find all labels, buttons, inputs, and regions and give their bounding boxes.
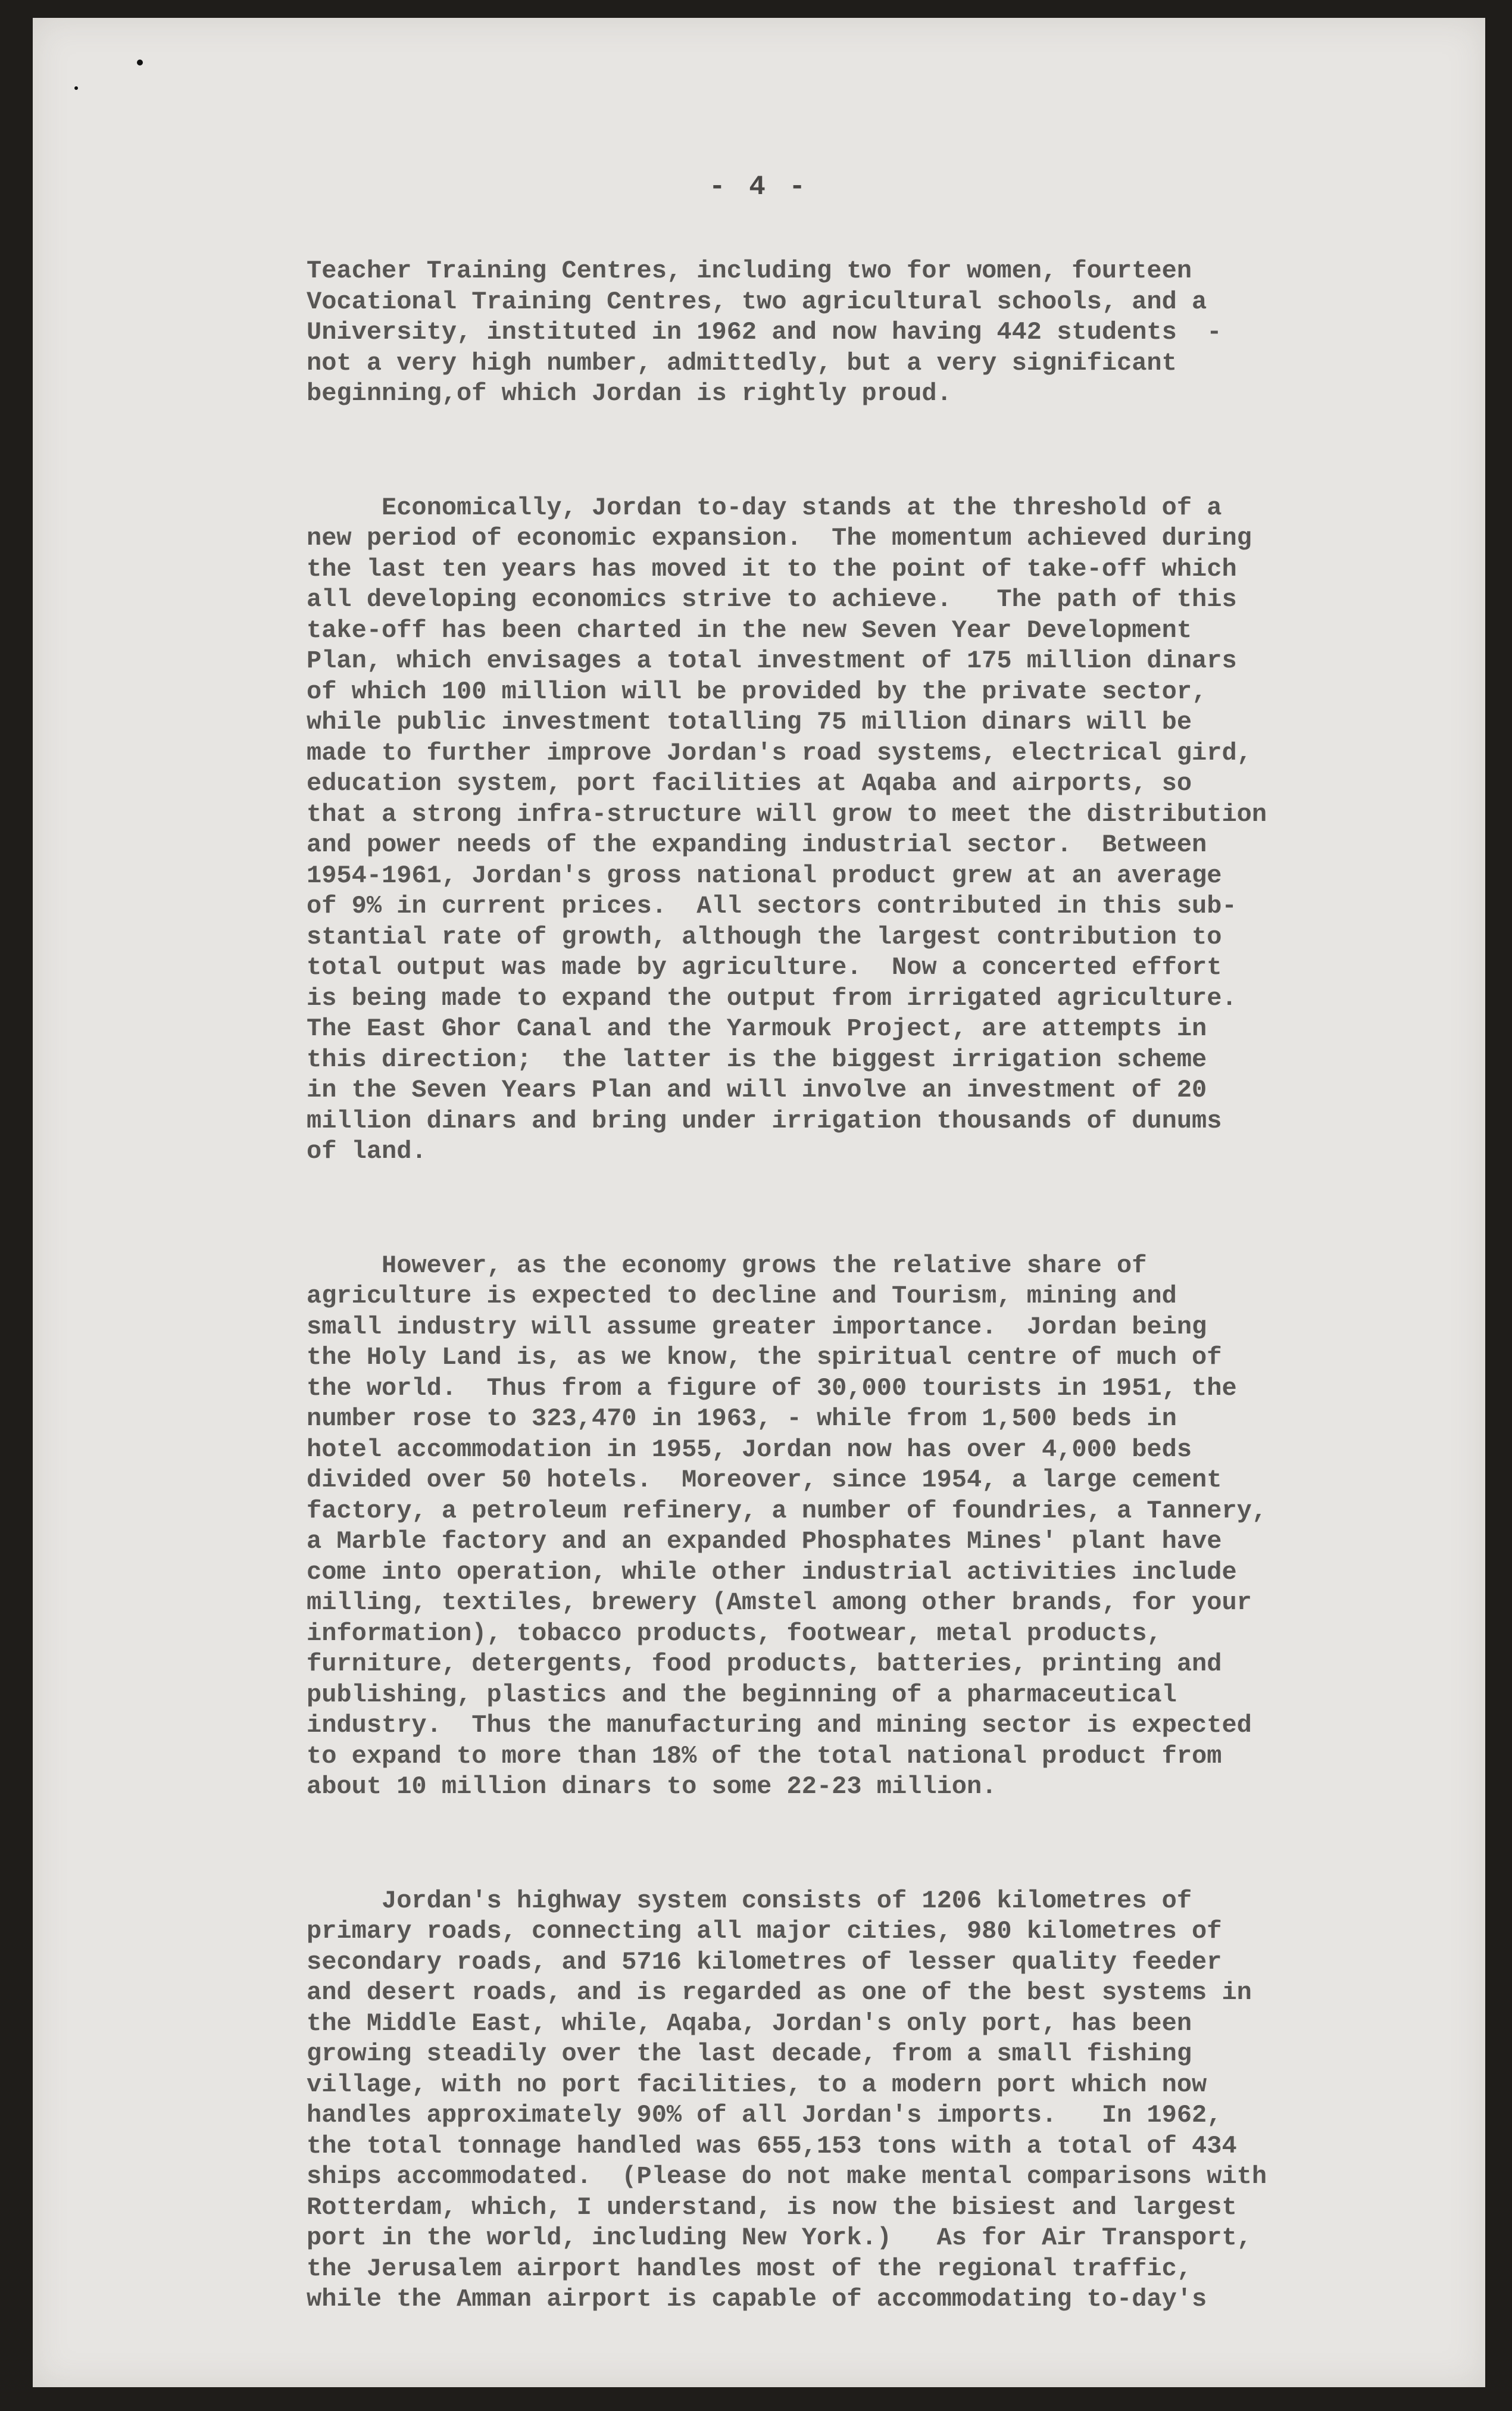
paragraph-economy: Economically, Jordan to-day stands at the threshold of a new period of economic expansion. The momentum achieved during the last ten years has moved it to the point of take-off which all developing economics strive to achieve. The path of this take-off has been charted in the new Seven Year Development Plan, which envisages a total investment of 175 million dinars of which 100 million will be provided by the private sector, while public investment totalling 75 million dinars will be made to further improve Jordan's road systems, electrical gird, education system, port facilities at Aqaba and airports, so that a strong infra-structure will grow to meet the distribution and power needs of the expanding industrial sector. Between 1954-1961, Jordan's gross national product grew at an average of 9% in current prices. All sectors contributed in this sub- stantial rate of growth, although the largest contribution to total output was made by agriculture. Now a concerted effort is being made to expand the output from irrigated agriculture. The East Ghor Canal and the Yarmouk Project, are attempts in this direction; the latter is the biggest irrigation scheme in the Seven Years Plan and will involve an investment of 20 million dinars and bring under irrigation thousands of dunums of land. [307, 493, 1267, 1166]
ink-speck [74, 86, 78, 90]
ink-speck [137, 60, 143, 65]
page-number: - 4 - [708, 171, 810, 202]
paragraph-industry: However, as the economy grows the relative share of agriculture is expected to decline and Tourism, mining and small industry will assume greater importance. Jordan being the Holy Land is, as we know, the spiritual centre of much of the world. Thus from a figure of 30,000 tourists in 1951, the number rose to 323,470 in 1963, - while from 1,500 beds in hotel accommodation in 1955, Jordan now has over 4,000 beds divided over 50 hotels. Moreover, since 1954, a large cement factory, a petroleum refinery, a number of foundries, a Tannery, a Marble factory and an expanded Phosphates Mines' plant have come into operation, while other industrial activities include milling, textiles, brewery (Amstel among other brands, for your information), tobacco products, footwear, metal products, furniture, detergents, food products, batteries, printing and publishing, plastics and the beginning of a pharmaceutical industry. Thus the manufacturing and mining sector is expected to expand to more than 18% of the total national product from about 10 million dinars to some 22-23 million. [307, 1251, 1267, 1801]
document-page [33, 18, 1485, 2387]
body-text [307, 256, 1485, 2398]
paragraph-education: Teacher Training Centres, including two for women, fourteen Vocational Training Centres, two agricultural schools, and a University, instituted in 1962 and now having 442 students - not a very high number, admittedly, but a very significant beginning,of which Jordan is rightly proud. [307, 257, 1222, 408]
paragraph-transport: Jordan's highway system consists of 1206 kilometres of primary roads, connecting all major cities, 980 kilometres of secondary roads, and 5716 kilometres of lesser quality feeder and desert roads, and is regarded as one of the best systems in the Middle East, while, Aqaba, Jordan's only port, has been growing steadily over the last decade, from a small fishing village, with no port facilities, to a modern port which now handles approximately 90% of all Jordan's imports. In 1962, the total tonnage handled was 655,153 tons with a total of 434 ships accommodated. (Please do not make mental comparisons with Rotterdam, which, I understand, is now the bisiest and largest port in the world, including New York.) As for Air Transport, the Jerusalem airport handles most of the regional traffic, while the Amman airport is capable of accommodating to-day's [307, 1886, 1267, 2313]
